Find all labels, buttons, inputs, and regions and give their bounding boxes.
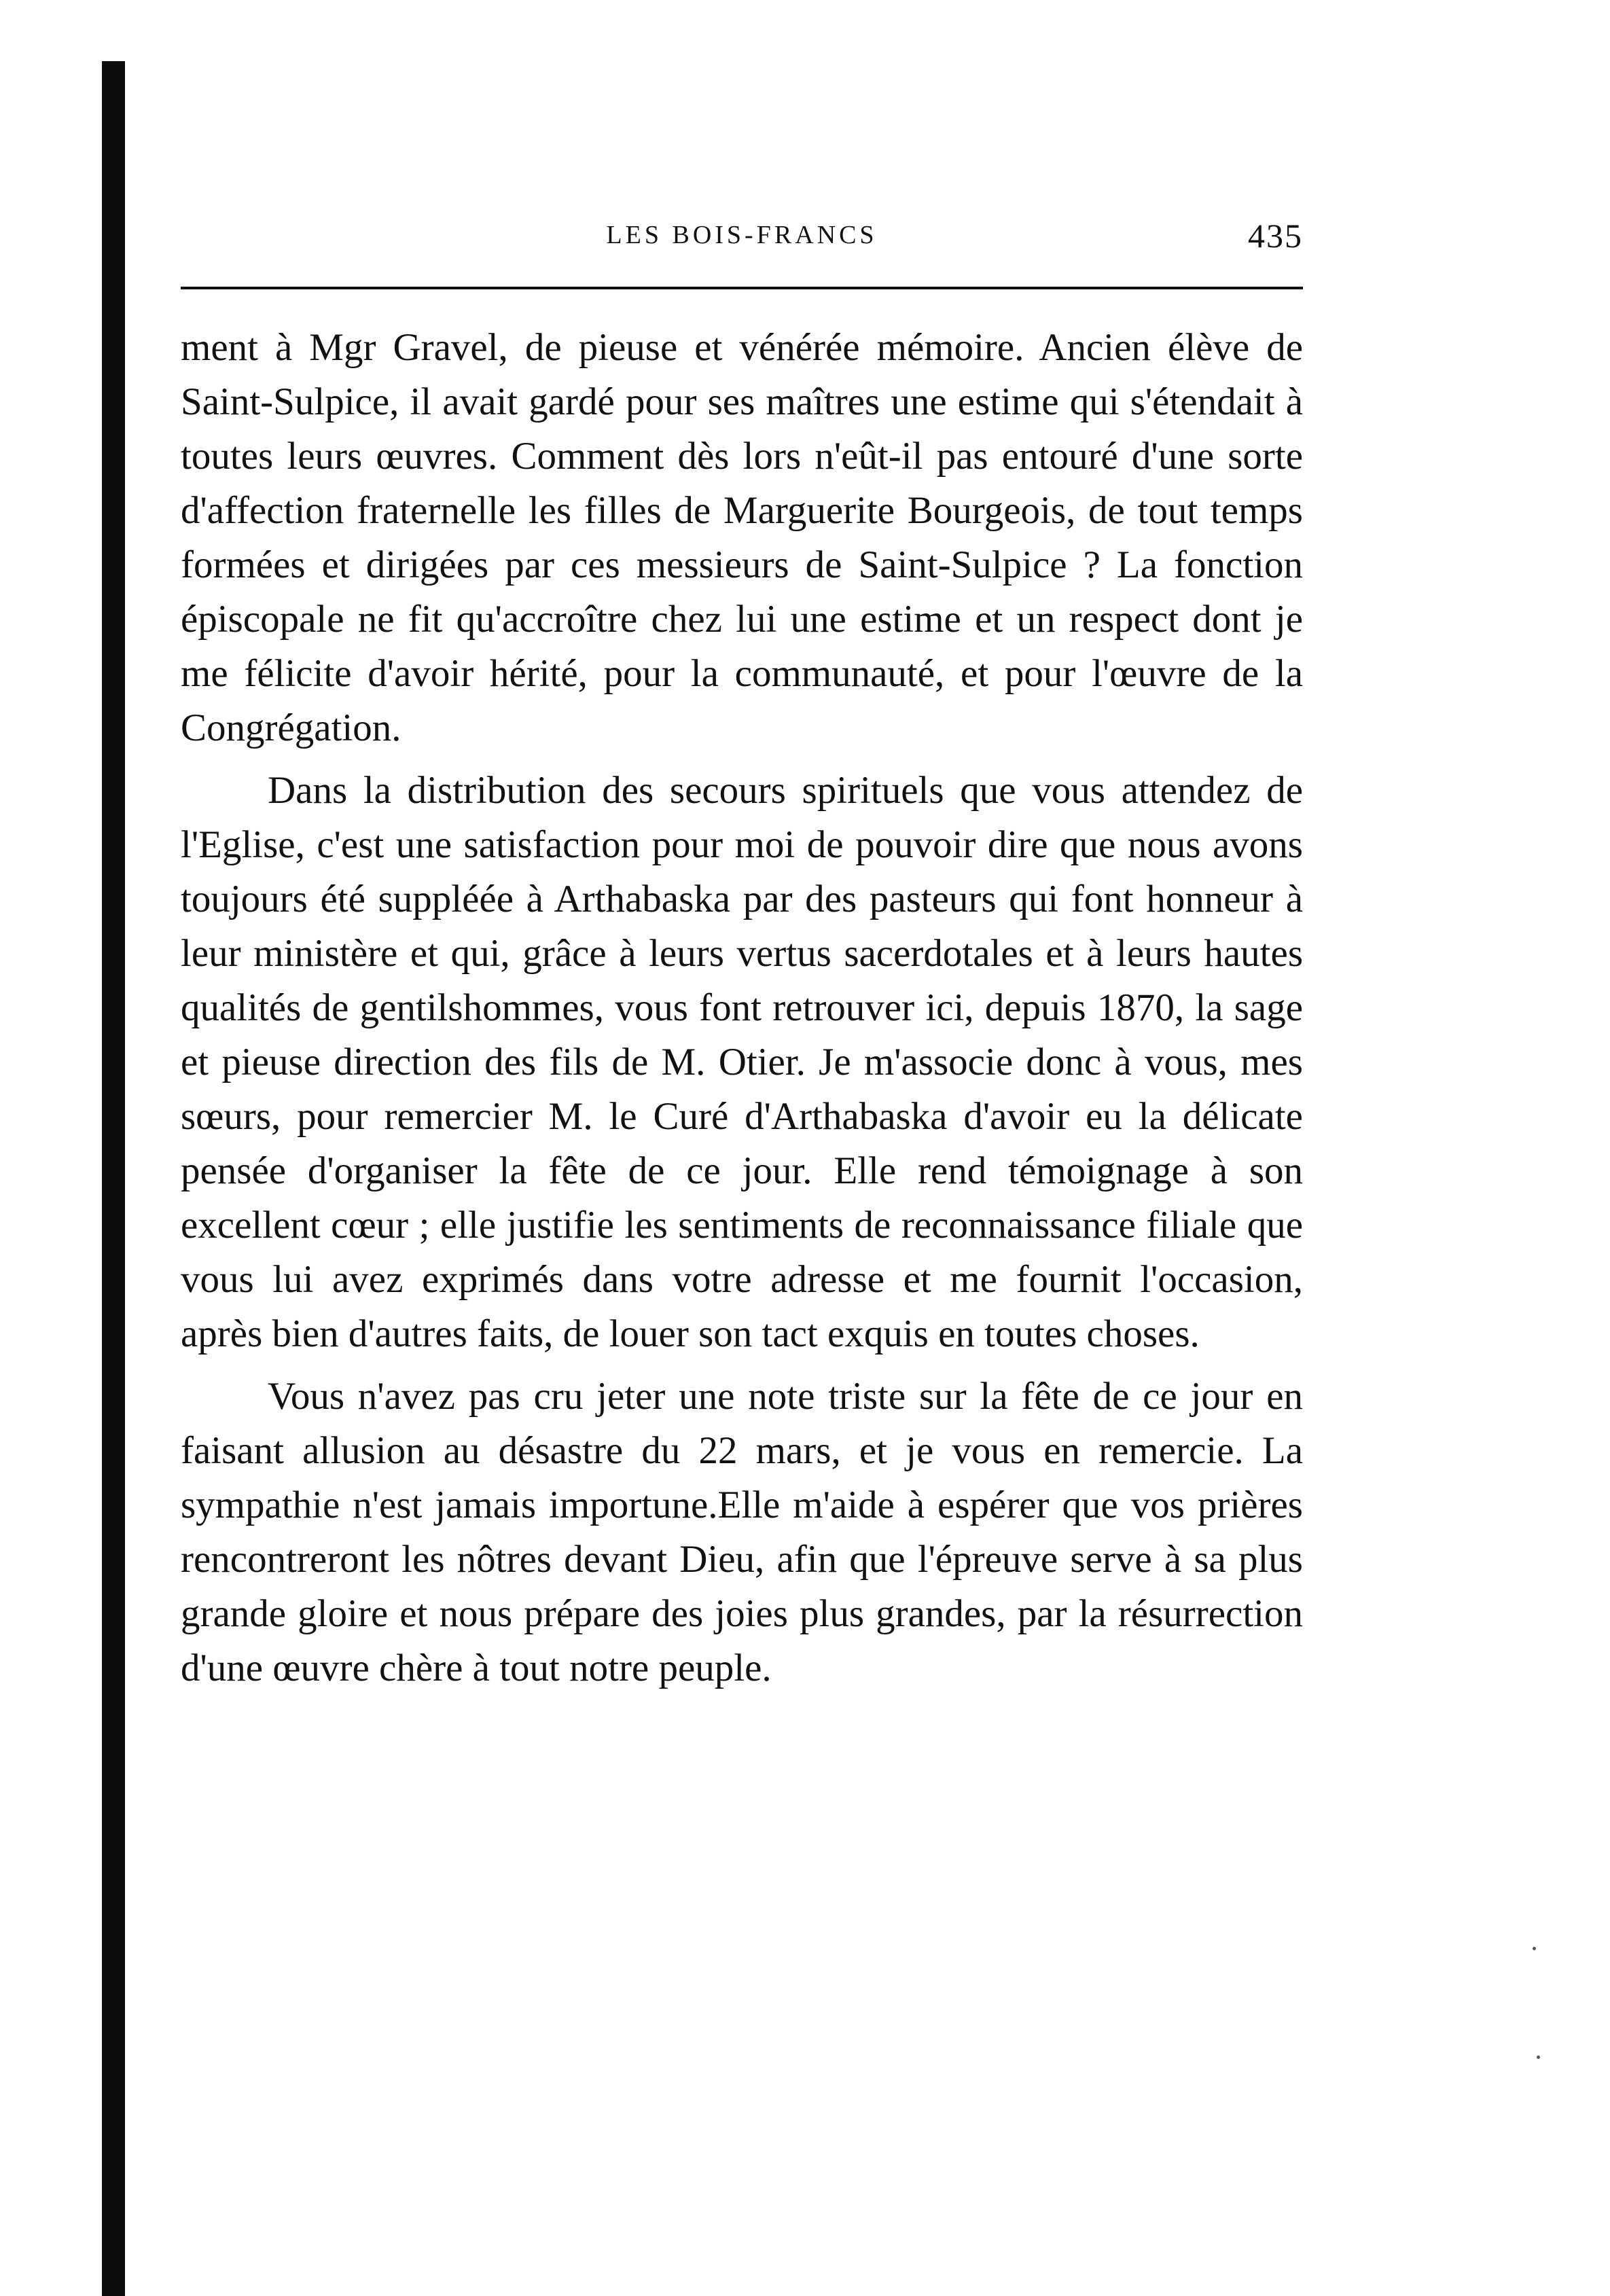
scan-speck [1533,1947,1536,1950]
running-title: LES BOIS-FRANCS [606,221,878,249]
paragraph: Vous n'avez pas cru jeter une note triste sur la fête de ce jour en faisant allusion au désastre du 22 mars, et je vous en remercie. La sympathie n'est jamais importune.Elle m'aide à espérer que vos prières rencontreront les nôtres devant Dieu, afin que l'épreuve serve à sa plus grande gloire et nous prépare des joies plus grandes, par la résurrection d'une œuvre chère à tout notre peuple. [181,1375,1303,1689]
body-text [181,321,1303,1696]
page-number: 435 [1248,217,1303,255]
scan-binding-edge [102,61,125,2296]
book-page [181,216,1303,1704]
paragraph-continued: ment à Mgr Gravel, de pieuse et vénérée mémoire. Ancien élève de Saint-Sulpice, il avait gardé pour ses maîtres une estime qui s'étendait à toutes leurs œuvres. Comment dès lors n'eût-il pas entouré d'une sorte d'affection fraternelle les filles de Marguerite Bourgeois, de tout temps formées et dirigées par ces messieurs de Saint-Sulpice ? La fonction épiscopale ne fit qu'accroître chez lui une estime et un respect dont je me félicite d'avoir hérité, pour la communauté, et pour l'œuvre de la Congrégation. [181,326,1303,749]
scan-speck [1537,2056,1540,2059]
header-rule [181,287,1303,289]
running-head [181,216,1303,259]
paragraph: Dans la distribution des secours spirituels que vous attendez de l'Eglise, c'est une satisfaction pour moi de pouvoir dire que nous avons toujours été suppléée à Arthabaska par des pasteurs qui font honneur à leur ministère et qui, grâce à leurs vertus sacerdotales et à leurs hautes qualités de gentilshommes, vous font retrouver ici, depuis 1870, la sage et pieuse direction des fils de M. Otier. Je m'associe donc à vous, mes sœurs, pour remercier M. le Curé d'Arthabaska d'avoir eu la délicate pensée d'organiser la fête de ce jour. Elle rend témoignage à son excellent cœur ; elle justifie les sentiments de reconnaissance filiale que vous lui avez exprimés dans votre adresse et me fournit l'occasion, après bien d'autres faits, de louer son tact exquis en toutes choses. [181,769,1303,1355]
